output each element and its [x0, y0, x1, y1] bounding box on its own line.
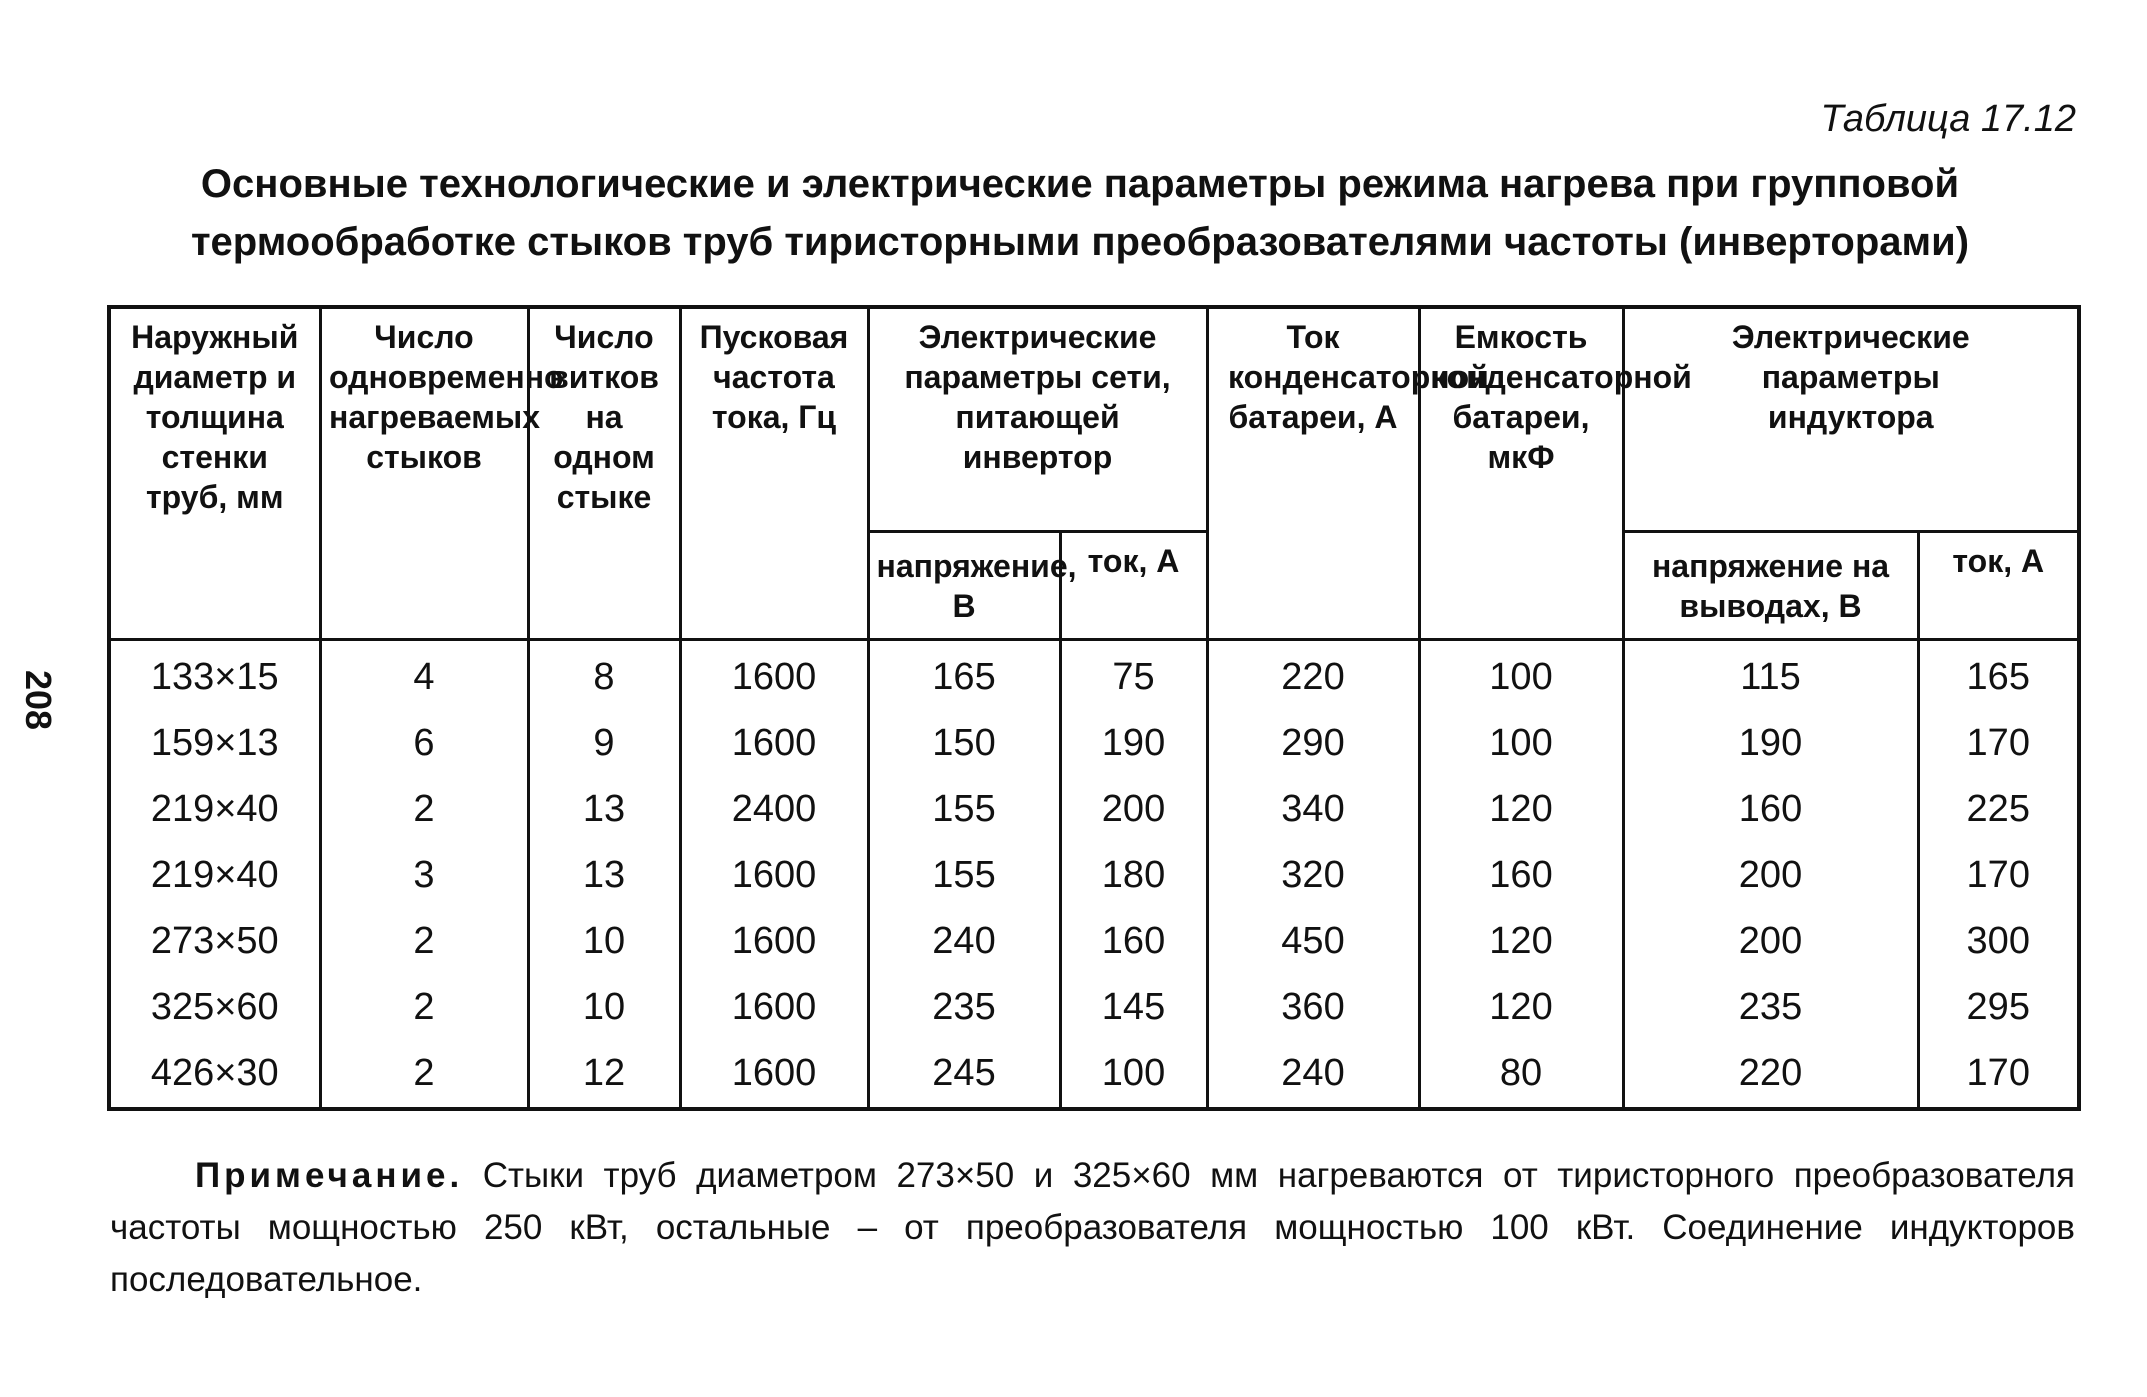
- cell-network-current: 200: [1060, 777, 1207, 843]
- cell-inductor-current: 300: [1918, 909, 2079, 975]
- header-network-group: [868, 307, 1207, 531]
- cell-inductor-voltage: 160: [1623, 777, 1918, 843]
- header-frequency: [680, 307, 868, 639]
- cell-inductor-voltage: 190: [1623, 711, 1918, 777]
- cell-turns: 10: [528, 975, 680, 1041]
- cell-network-current: 160: [1060, 909, 1207, 975]
- cell-diameter: 219×40: [109, 843, 320, 909]
- cell-turns: 12: [528, 1041, 680, 1109]
- cell-frequency: 1600: [680, 843, 868, 909]
- header-capacitor-current: [1207, 307, 1489, 639]
- cell-turns: 13: [528, 777, 680, 843]
- cell-inductor-current: 165: [1918, 639, 2079, 711]
- header-capacitance-label: Емкость конденсаторной батареи, мкФ: [1431, 319, 1692, 475]
- cell-capacitor-current: 290: [1207, 711, 1419, 777]
- cell-diameter: 219×40: [109, 777, 320, 843]
- table-row: [109, 975, 2079, 1041]
- cell-capacitance: 120: [1419, 909, 1623, 975]
- note-text: Стыки труб диаметром 273×50 и 325×60 мм нагреваются от тиристорного преобразователя частоты мощностью 250 кВт, остальные – от преобразователя мощностью 100 кВт. Соединение индукторов последовательное.: [110, 1156, 2075, 1299]
- cell-network-voltage: 235: [868, 975, 1060, 1041]
- header-inductor-voltage-label: напряжение на выводах, В: [1651, 548, 1890, 624]
- header-inductor-voltage: [1623, 531, 1918, 639]
- cell-capacitance: 160: [1419, 843, 1623, 909]
- cell-network-voltage: 150: [868, 711, 1060, 777]
- cell-inductor-voltage: 200: [1623, 843, 1918, 909]
- cell-capacitance: 100: [1419, 711, 1623, 777]
- cell-frequency: 1600: [680, 639, 868, 711]
- note-label: Примечание.: [195, 1156, 464, 1195]
- cell-capacitor-current: 320: [1207, 843, 1419, 909]
- cell-joints: 2: [320, 1041, 528, 1109]
- cell-joints: 3: [320, 843, 528, 909]
- cell-inductor-current: 295: [1918, 975, 2079, 1041]
- table-row: [109, 777, 2079, 843]
- cell-capacitance: 100: [1419, 639, 1623, 711]
- cell-capacitor-current: 240: [1207, 1041, 1419, 1109]
- header-capacitance: [1419, 307, 1692, 639]
- cell-inductor-voltage: 235: [1623, 975, 1918, 1041]
- cell-frequency: 1600: [680, 1041, 868, 1109]
- cell-network-current: 145: [1060, 975, 1207, 1041]
- cell-inductor-voltage: 200: [1623, 909, 1918, 975]
- cell-inductor-voltage: 220: [1623, 1041, 1918, 1109]
- cell-turns: 13: [528, 843, 680, 909]
- cell-network-current: 180: [1060, 843, 1207, 909]
- table-body: [109, 639, 2079, 1109]
- cell-diameter: 325×60: [109, 975, 320, 1041]
- header-inductor-current: [1918, 531, 2079, 639]
- header-network-current: [1060, 531, 1207, 639]
- cell-inductor-current: 170: [1918, 711, 2079, 777]
- cell-network-current: 190: [1060, 711, 1207, 777]
- cell-network-voltage: 240: [868, 909, 1060, 975]
- header-capacitor-current-label: Ток конденсаторной батареи, А: [1228, 319, 1489, 435]
- header-turns-label: Число витков на одном стыке: [549, 319, 659, 515]
- cell-capacitor-current: 220: [1207, 639, 1419, 711]
- cell-frequency: 1600: [680, 711, 868, 777]
- header-turns: [528, 307, 680, 639]
- header-network-current-label: ток, А: [1087, 542, 1180, 579]
- cell-capacitance: 120: [1419, 975, 1623, 1041]
- table-row: [109, 1041, 2079, 1109]
- cell-diameter: 159×13: [109, 711, 320, 777]
- page-number: 208: [18, 669, 59, 731]
- cell-turns: 9: [528, 711, 680, 777]
- cell-frequency: 2400: [680, 777, 868, 843]
- cell-turns: 8: [528, 639, 680, 711]
- cell-capacitor-current: 360: [1207, 975, 1419, 1041]
- cell-network-voltage: 155: [868, 777, 1060, 843]
- header-frequency-label: Пусковая частота тока, Гц: [699, 319, 849, 435]
- cell-capacitance: 80: [1419, 1041, 1623, 1109]
- cell-network-current: 75: [1060, 639, 1207, 711]
- cell-capacitance: 120: [1419, 777, 1623, 843]
- cell-network-voltage: 155: [868, 843, 1060, 909]
- cell-joints: 2: [320, 975, 528, 1041]
- table-title: Основные технологические и электрические параметры режима нагрева при групповой термообработке стыков труб тиристорными преобразователями частоты (инверторами): [190, 162, 1970, 264]
- header-joints-label: Число одновременно нагреваемых стыков: [329, 319, 564, 475]
- header-network-voltage-label: напряжение, В: [876, 548, 1077, 624]
- cell-joints: 6: [320, 711, 528, 777]
- header-inductor-group-label: Электрические параметры индуктора: [1731, 319, 1970, 435]
- header-diameter: [109, 307, 320, 639]
- cell-diameter: 426×30: [109, 1041, 320, 1109]
- cell-frequency: 1600: [680, 975, 868, 1041]
- cell-capacitor-current: 340: [1207, 777, 1419, 843]
- cell-joints: 4: [320, 639, 528, 711]
- header-inductor-group: [1623, 307, 2079, 531]
- header-network-voltage: [868, 531, 1077, 639]
- cell-network-current: 100: [1060, 1041, 1207, 1109]
- table-row: [109, 711, 2079, 777]
- cell-capacitor-current: 450: [1207, 909, 1419, 975]
- cell-network-voltage: 245: [868, 1041, 1060, 1109]
- cell-joints: 2: [320, 777, 528, 843]
- cell-inductor-current: 225: [1918, 777, 2079, 843]
- cell-inductor-voltage: 115: [1623, 639, 1918, 711]
- cell-joints: 2: [320, 909, 528, 975]
- header-inductor-current-label: ток, А: [1952, 542, 2045, 579]
- cell-frequency: 1600: [680, 909, 868, 975]
- table-number: Таблица 17.12: [1820, 98, 2076, 140]
- table-row: [109, 639, 2079, 711]
- table-row: [109, 909, 2079, 975]
- header-joints: [320, 307, 564, 639]
- header-network-group-label: Электрические параметры сети, питающей инвертор: [904, 319, 1171, 475]
- table-note: [110, 1150, 2075, 1306]
- cell-diameter: 273×50: [109, 909, 320, 975]
- parameters-table: [107, 305, 2081, 1111]
- header-diameter-label: Наружный диаметр и толщина стенки труб, мм: [131, 319, 299, 515]
- table-row: [109, 843, 2079, 909]
- cell-inductor-current: 170: [1918, 1041, 2079, 1109]
- cell-diameter: 133×15: [109, 639, 320, 711]
- cell-turns: 10: [528, 909, 680, 975]
- cell-inductor-current: 170: [1918, 843, 2079, 909]
- cell-network-voltage: 165: [868, 639, 1060, 711]
